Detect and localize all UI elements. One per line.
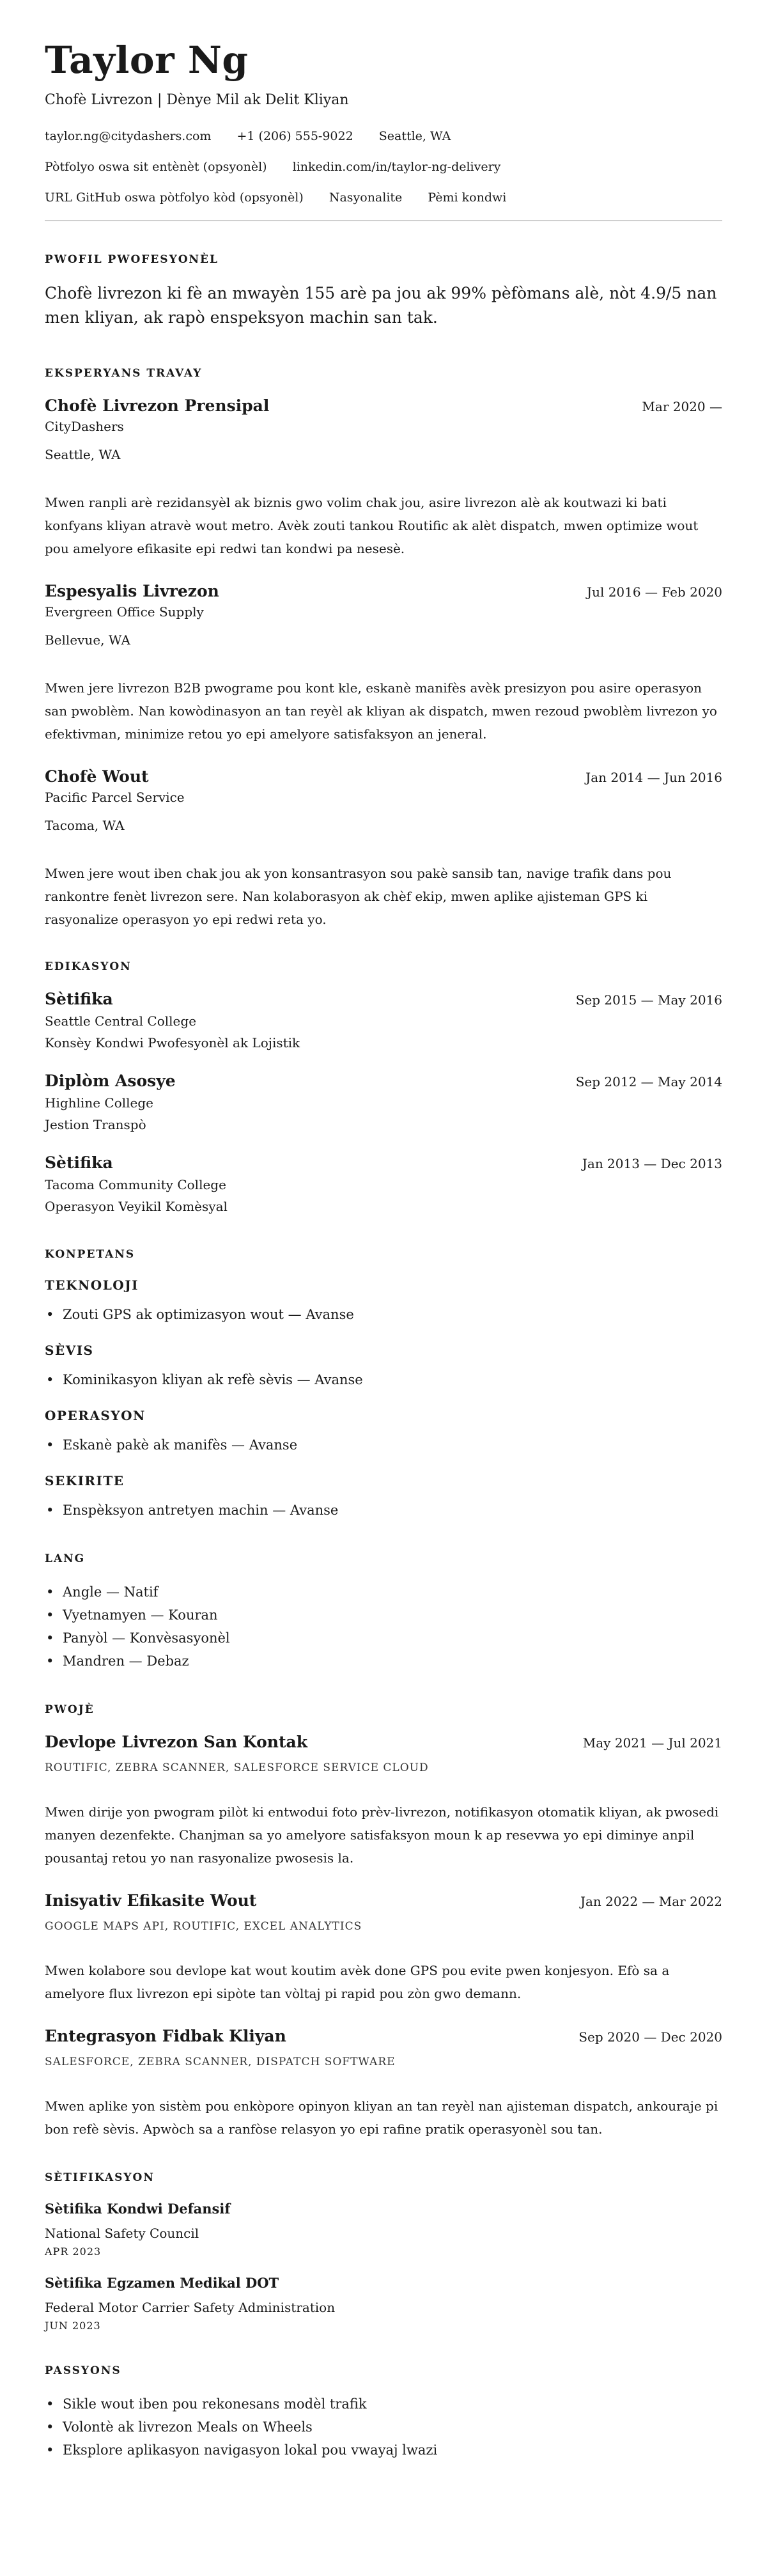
language-list	[45, 1581, 722, 1673]
project-tech: ROUTIFIC, ZEBRA SCANNER, SALESFORCE SERVICE CLOUD	[45, 1761, 429, 1774]
resume-header	[45, 38, 722, 206]
contact-row-links	[45, 159, 722, 175]
section-title-projects: PWOJÈ	[45, 1703, 95, 1716]
certification-name: Sètifika Kondwi Defansif	[45, 2201, 231, 2217]
language-item: • Angle — Natif	[45, 1581, 722, 1604]
experience-location: Bellevue, WA	[45, 632, 130, 648]
experience-role: Chofè Livrezon Prensipal	[45, 396, 270, 415]
education-school: Seattle Central College	[45, 1013, 197, 1029]
contact-row-primary	[45, 128, 722, 144]
profile-summary: Chofè livrezon ki fè an mwayèn 155 arè pa jou ak 99% pèfòmans alè, nòt 4.9/5 nan men kliyan, ak rapò enspeksyon machin san tak.	[45, 284, 717, 327]
language-item: • Mandren — Debaz	[45, 1650, 722, 1673]
certification-name: Sètifika Egzamen Medikal DOT	[45, 2275, 279, 2291]
skill-category: OPERASYON	[45, 1408, 146, 1423]
skills-section	[45, 1247, 722, 1522]
education-dates: Jan 2013 — Dec 2013	[582, 1156, 722, 1171]
education-field: Operasyon Veyikil Komèsyal	[45, 1199, 228, 1214]
experience-section	[45, 366, 722, 931]
education-degree: Diplòm Asosye	[45, 1072, 176, 1090]
language-item: • Panyòl — Konvèsasyonèl	[45, 1627, 722, 1650]
skill-list	[45, 1368, 722, 1391]
certification-date: JUN 2023	[45, 2320, 101, 2332]
certification-date: APR 2023	[45, 2245, 102, 2258]
profile-section	[45, 252, 722, 330]
experience-description: Mwen jere wout iben chak jou ak yon konsantrasyon sou pakè sansib tan, navige trafik dans pou rankontre fenèt livrezon sere. Nan kolaborasyon ak chèf ekip, mwen aplike ajisteman GPS ki rasyonalize operasyon yo epi redwi reta yo.	[45, 866, 672, 927]
section-title-languages: LANG	[45, 1552, 86, 1565]
skill-list	[45, 1499, 722, 1522]
experience-entry	[45, 395, 722, 560]
project-description: Mwen aplike yon sistèm pou enkòpore opinyon kliyan an tan reyèl nan ajisteman dispatch, ankouraje pi bon refè sèvis. Apwòch sa a ranfòse relasyon yo epi rafine pratik operasyonèl sou tan.	[45, 2098, 718, 2137]
interests-section	[45, 2363, 722, 2462]
interest-item: • Volontè ak livrezon Meals on Wheels	[45, 2416, 722, 2439]
experience-description: Mwen ranpli arè rezidansyèl ak biznis gwo volim chak jou, asire livrezon alè ak koutwazi ki bati konfyans kliyan atravè wout metro. Avèk zouti tankou Routific ak alèt dispatch, mwen optimize wout pou amelyore efikasite epi redwi tan kondwi pa nesesè.	[45, 495, 699, 556]
education-field: Konsèy Kondwi Pwofesyonèl ak Lojistik	[45, 1035, 300, 1050]
certifications-section	[45, 2170, 722, 2334]
project-entry	[45, 2026, 722, 2141]
project-description: Mwen kolabore sou devlope kat wout koutim avèk done GPS pou evite pwen konjesyon. Efò sa a amelyore flux livrezon epi sipòte tan vòltaj pi rapid pou zòn gwo demann.	[45, 1963, 670, 2001]
certification-entry	[45, 2274, 722, 2334]
candidate-headline: Chofè Livrezon | Dènye Mil ak Delit Kliyan	[45, 92, 349, 108]
skill-category: SEKIRITE	[45, 1473, 125, 1488]
experience-entry	[45, 581, 722, 745]
skill-item: • Zouti GPS ak optimizasyon wout — Avanse	[45, 1303, 722, 1326]
contact-permit: Pèmi kondwi	[428, 191, 507, 205]
experience-dates: Mar 2020 —	[642, 399, 722, 414]
section-title-certifications: SÈTIFIKASYON	[45, 2171, 155, 2184]
experience-company: Pacific Parcel Service	[45, 790, 185, 805]
contact-phone[interactable]: +1 (206) 555-9022	[236, 129, 353, 143]
skill-item: • Kominikasyon kliyan ak refè sèvis — Avanse	[45, 1368, 722, 1391]
skill-list	[45, 1303, 722, 1326]
interest-item: • Eksplore aplikasyon navigasyon lokal pou vwayaj lwazi	[45, 2439, 722, 2462]
projects-section	[45, 1702, 722, 2141]
experience-company: CityDashers	[45, 419, 124, 434]
project-dates: Sep 2020 — Dec 2020	[578, 2029, 722, 2045]
project-dates: May 2021 — Jul 2021	[582, 1735, 722, 1751]
project-entry	[45, 1731, 722, 1870]
experience-location: Seattle, WA	[45, 447, 121, 462]
education-entry	[45, 1152, 722, 1217]
project-tech: SALESFORCE, ZEBRA SCANNER, DISPATCH SOFTWARE	[45, 2056, 396, 2068]
project-name: Entegrasyon Fidbak Kliyan	[45, 2027, 286, 2045]
certification-issuer: National Safety Council	[45, 2226, 199, 2241]
skill-category: SÈVIS	[45, 1343, 94, 1358]
candidate-name: Taylor Ng	[45, 38, 249, 82]
experience-dates: Jan 2014 — Jun 2016	[585, 770, 722, 785]
header-divider	[45, 220, 722, 221]
project-entry	[45, 1890, 722, 2005]
language-item: • Vyetnamyen — Kouran	[45, 1604, 722, 1627]
skill-item: • Enspèksyon antretyen machin — Avanse	[45, 1499, 722, 1522]
education-entry	[45, 988, 722, 1054]
experience-location: Tacoma, WA	[45, 818, 125, 833]
education-section	[45, 959, 722, 1217]
education-degree: Sètifika	[45, 990, 113, 1008]
project-tech: GOOGLE MAPS API, ROUTIFIC, EXCEL ANALYTICS	[45, 1920, 362, 1933]
section-title-experience: EKSPERYANS TRAVAY	[45, 367, 203, 380]
section-title-interests: PASSYONS	[45, 2364, 121, 2377]
section-title-skills: KONPETANS	[45, 1248, 136, 1261]
contact-github[interactable]: URL GitHub oswa pòtfolyo kòd (opsyonèl)	[45, 191, 304, 205]
contact-email[interactable]: taylor.ng@citydashers.com	[45, 129, 212, 143]
education-school: Highline College	[45, 1095, 153, 1111]
contact-location: Seattle, WA	[378, 129, 451, 143]
project-name: Devlope Livrezon San Kontak	[45, 1733, 308, 1751]
contact-linkedin[interactable]: linkedin.com/in/taylor-ng-delivery	[292, 160, 501, 174]
contact-nationality: Nasyonalite	[329, 191, 403, 205]
project-name: Inisyativ Efikasite Wout	[45, 1891, 257, 1910]
education-entry	[45, 1070, 722, 1136]
experience-entry	[45, 766, 722, 931]
experience-dates: Jul 2016 — Feb 2020	[587, 584, 722, 600]
languages-section	[45, 1551, 722, 1673]
experience-description: Mwen jere livrezon B2B pwograme pou kont kle, eskanè manifès avèk presizyon pou asire operasyon san pwoblèm. Nan kowòdinasyon an tan reyèl ak kliyan ak dispatch, mwen rezoud pwoblèm livrezon yo efektivman, minimize retou yo epi amelyore satisfaksyon an jeneral.	[45, 680, 717, 742]
certification-entry	[45, 2199, 722, 2260]
project-dates: Jan 2022 — Mar 2022	[580, 1894, 722, 1909]
project-description: Mwen dirije yon pwogram pilòt ki entwodui foto prèv-livrezon, notifikasyon otomatik kliyan, ak pwosedi manyen dezenfekte. Chanjman sa yo amelyore satisfaksyon moun k ap resevwa yo epi diminye anpil pousantaj retou yo nan rasyonalize pwosesis la.	[45, 1804, 719, 1866]
interest-item: • Sikle wout iben pou rekonesans modèl trafik	[45, 2393, 722, 2416]
certification-issuer: Federal Motor Carrier Safety Administration	[45, 2300, 336, 2315]
experience-company: Evergreen Office Supply	[45, 604, 204, 620]
experience-role: Chofè Wout	[45, 767, 149, 786]
contact-row-extra	[45, 189, 722, 206]
education-degree: Sètifika	[45, 1153, 113, 1172]
skill-category: TEKNOLOJI	[45, 1277, 139, 1293]
section-title-education: EDIKASYON	[45, 960, 132, 973]
section-title-profile: PWOFIL PWOFESYONÈL	[45, 253, 219, 266]
skill-item: • Eskanè pakè ak manifès — Avanse	[45, 1433, 722, 1456]
skill-list	[45, 1433, 722, 1456]
education-school: Tacoma Community College	[45, 1177, 226, 1192]
contact-portfolio[interactable]: Pòtfolyo oswa sit entènèt (opsyonèl)	[45, 160, 267, 174]
experience-role: Espesyalis Livrezon	[45, 582, 219, 600]
interest-list	[45, 2393, 722, 2462]
education-dates: Sep 2015 — May 2016	[575, 992, 722, 1008]
education-field: Jestion Transpò	[45, 1117, 146, 1132]
education-dates: Sep 2012 — May 2014	[575, 1074, 722, 1089]
